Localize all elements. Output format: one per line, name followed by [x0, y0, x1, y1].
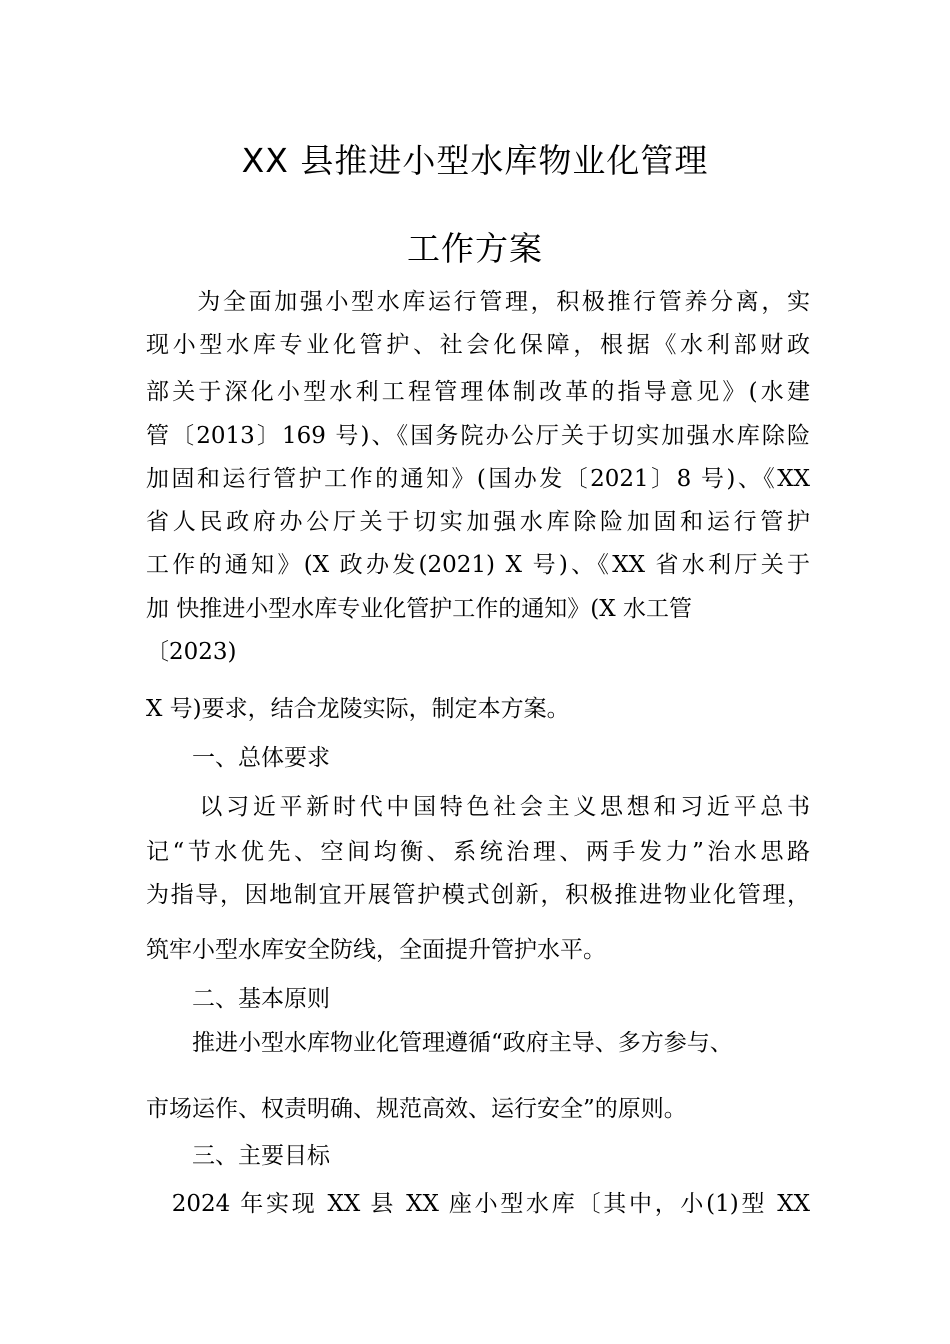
body-line-6: 省人民政府办公厅关于切实加强水库除险加固和运行管护 [146, 509, 810, 535]
body-line-4: 管〔2013〕169 号)、《国务院办公厅关于切实加强水库除险 [146, 423, 810, 449]
body-line-12: 记“节水优先、空间均衡、系统治理、两手发力”治水思路 [146, 839, 810, 865]
document-title-line-2: 工作方案 [407, 229, 543, 268]
section-heading-3: 三、主要目标 [146, 1143, 330, 1169]
body-line-8: 加 快推进小型水库专业化管护工作的通知》(X 水工管 [146, 596, 692, 622]
document-title-line-1: XX 县推进小型水库物业化管理 [241, 141, 709, 180]
body-line-9: 〔2023) [146, 639, 237, 665]
section-heading-1: 一、总体要求 [146, 745, 330, 771]
section-heading-2: 二、基本原则 [146, 986, 330, 1012]
body-line-3: 部关于深化小型水利工程管理体制改革的指导意见》(水建 [146, 379, 810, 405]
body-line-14: 筑牢小型水库安全防线，全面提升管护水平。 [146, 937, 606, 963]
body-line-7: 工作的通知》(X 政办发(2021) X 号)、《XX 省水利厅关于 [146, 552, 810, 578]
body-line-15: 推进小型水库物业化管理遵循“政府主导、多方参与、 [146, 1030, 733, 1056]
body-line-13: 为指导，因地制宜开展管护模式创新，积极推进物业化管理， [146, 882, 810, 908]
body-line-16: 市场运作、权责明确、规范高效、运行安全”的原则。 [146, 1096, 687, 1122]
body-line-17: 2024 年实现 XX 县 XX 座小型水库〔其中，小(1)型 XX [146, 1191, 810, 1217]
body-line-2: 现小型水库专业化管护、社会化保障，根据《水利部财政 [146, 332, 810, 358]
body-line-10: X 号)要求，结合龙陵实际，制定本方案。 [146, 696, 570, 722]
body-line-11: 以习近平新时代中国特色社会主义思想和习近平总书 [146, 794, 810, 820]
body-line-1: 为全面加强小型水库运行管理，积极推行管养分离，实 [146, 289, 810, 315]
body-line-5: 加固和运行管护工作的通知》(国办发〔2021〕8 号)、《XX [146, 466, 810, 492]
